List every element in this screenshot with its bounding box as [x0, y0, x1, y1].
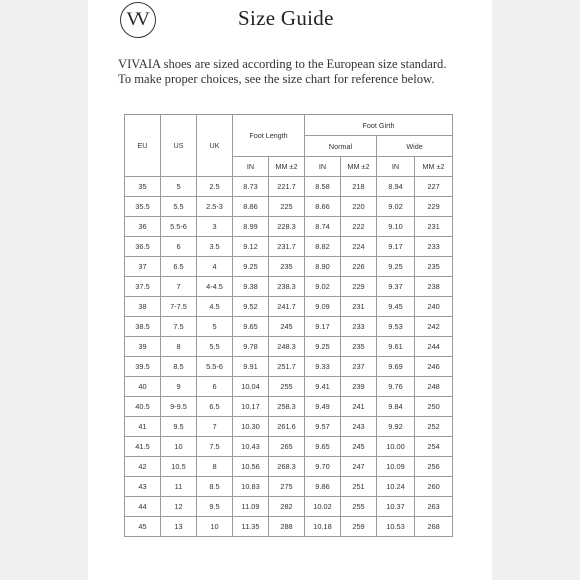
page-title: Size Guide	[238, 6, 334, 30]
brand-logo-icon: VV	[120, 2, 156, 38]
cell-normal-mm: 239	[341, 377, 377, 397]
cell-uk: 4	[197, 257, 233, 277]
cell-normal-mm: 224	[341, 237, 377, 257]
cell-wide-mm: 233	[415, 237, 453, 257]
cell-length-mm: 245	[269, 317, 305, 337]
cell-us: 13	[161, 517, 197, 537]
cell-uk: 4-4.5	[197, 277, 233, 297]
cell-eu: 43	[125, 477, 161, 497]
cell-wide-in: 9.37	[377, 277, 415, 297]
cell-us: 7.5	[161, 317, 197, 337]
table-row	[125, 317, 453, 337]
cell-normal-mm: 231	[341, 297, 377, 317]
cell-uk: 3.5	[197, 237, 233, 257]
cell-eu: 45	[125, 517, 161, 537]
cell-wide-in: 9.10	[377, 217, 415, 237]
cell-wide-in: 10.24	[377, 477, 415, 497]
cell-eu: 40	[125, 377, 161, 397]
header-uk: UK	[197, 115, 233, 177]
cell-wide-in: 9.02	[377, 197, 415, 217]
cell-normal-mm: 243	[341, 417, 377, 437]
cell-length-mm: 265	[269, 437, 305, 457]
cell-normal-in: 9.17	[305, 317, 341, 337]
cell-us: 7-7.5	[161, 297, 197, 317]
cell-length-mm: 248.3	[269, 337, 305, 357]
cell-us: 5	[161, 177, 197, 197]
table-row	[125, 497, 453, 517]
cell-length-in: 10.17	[233, 397, 269, 417]
cell-uk: 9.5	[197, 497, 233, 517]
cell-eu: 42	[125, 457, 161, 477]
table-row	[125, 397, 453, 417]
cell-length-in: 10.56	[233, 457, 269, 477]
cell-normal-mm: 229	[341, 277, 377, 297]
cell-normal-mm: 235	[341, 337, 377, 357]
cell-uk: 6.5	[197, 397, 233, 417]
cell-wide-in: 9.61	[377, 337, 415, 357]
cell-uk: 8	[197, 457, 233, 477]
cell-normal-mm: 241	[341, 397, 377, 417]
cell-normal-in: 8.82	[305, 237, 341, 257]
cell-normal-in: 9.33	[305, 357, 341, 377]
cell-eu: 41	[125, 417, 161, 437]
cell-length-in: 9.65	[233, 317, 269, 337]
cell-normal-in: 9.25	[305, 337, 341, 357]
cell-wide-in: 9.76	[377, 377, 415, 397]
cell-length-mm: 282	[269, 497, 305, 517]
table-row	[125, 217, 453, 237]
cell-normal-in: 10.18	[305, 517, 341, 537]
cell-length-mm: 235	[269, 257, 305, 277]
cell-eu: 39	[125, 337, 161, 357]
cell-wide-mm: 250	[415, 397, 453, 417]
cell-length-mm: 268.3	[269, 457, 305, 477]
intro-text	[118, 57, 468, 87]
cell-wide-mm: 256	[415, 457, 453, 477]
header-wide-mm: MM ±2	[415, 157, 453, 177]
cell-wide-mm: 248	[415, 377, 453, 397]
cell-uk: 7.5	[197, 437, 233, 457]
table-row	[125, 257, 453, 277]
table-row	[125, 237, 453, 257]
header-wide-in: IN	[377, 157, 415, 177]
header-length-mm: MM ±2	[269, 157, 305, 177]
cell-eu: 37	[125, 257, 161, 277]
cell-uk: 6	[197, 377, 233, 397]
cell-wide-in: 10.09	[377, 457, 415, 477]
cell-normal-in: 8.74	[305, 217, 341, 237]
cell-wide-mm: 244	[415, 337, 453, 357]
cell-wide-mm: 246	[415, 357, 453, 377]
cell-us: 6	[161, 237, 197, 257]
table-row	[125, 457, 453, 477]
cell-eu: 35.5	[125, 197, 161, 217]
cell-wide-in: 9.69	[377, 357, 415, 377]
cell-wide-mm: 260	[415, 477, 453, 497]
cell-us: 9.5	[161, 417, 197, 437]
cell-normal-in: 9.49	[305, 397, 341, 417]
cell-eu: 38	[125, 297, 161, 317]
table-row	[125, 197, 453, 217]
cell-length-mm: 275	[269, 477, 305, 497]
cell-length-mm: 258.3	[269, 397, 305, 417]
cell-uk: 4.5	[197, 297, 233, 317]
cell-wide-mm: 229	[415, 197, 453, 217]
cell-us: 5.5-6	[161, 217, 197, 237]
cell-length-mm: 225	[269, 197, 305, 217]
size-chart-body	[125, 177, 453, 537]
table-row	[125, 477, 453, 497]
cell-wide-in: 10.37	[377, 497, 415, 517]
cell-length-in: 8.99	[233, 217, 269, 237]
header-foot-girth: Foot Girth	[305, 115, 453, 136]
cell-eu: 39.5	[125, 357, 161, 377]
intro-line-2: To make proper choices, see the size chart for reference below.	[118, 72, 435, 86]
cell-us: 10	[161, 437, 197, 457]
cell-eu: 36.5	[125, 237, 161, 257]
header-wide: Wide	[377, 136, 453, 157]
header-normal-in: IN	[305, 157, 341, 177]
cell-normal-in: 8.58	[305, 177, 341, 197]
cell-us: 5.5	[161, 197, 197, 217]
cell-wide-mm: 231	[415, 217, 453, 237]
cell-us: 11	[161, 477, 197, 497]
cell-length-mm: 255	[269, 377, 305, 397]
cell-eu: 37.5	[125, 277, 161, 297]
cell-length-mm: 238.3	[269, 277, 305, 297]
cell-length-mm: 231.7	[269, 237, 305, 257]
cell-length-in: 9.91	[233, 357, 269, 377]
cell-length-in: 9.78	[233, 337, 269, 357]
cell-eu: 44	[125, 497, 161, 517]
header-normal: Normal	[305, 136, 377, 157]
cell-length-in: 11.35	[233, 517, 269, 537]
cell-wide-in: 9.92	[377, 417, 415, 437]
cell-uk: 5.5	[197, 337, 233, 357]
cell-length-in: 10.04	[233, 377, 269, 397]
cell-normal-mm: 218	[341, 177, 377, 197]
cell-uk: 3	[197, 217, 233, 237]
header-eu: EU	[125, 115, 161, 177]
cell-normal-mm: 247	[341, 457, 377, 477]
table-row	[125, 297, 453, 317]
cell-wide-in: 9.45	[377, 297, 415, 317]
table-row	[125, 437, 453, 457]
cell-normal-in: 8.90	[305, 257, 341, 277]
table-row	[125, 337, 453, 357]
size-chart-table	[124, 114, 453, 537]
cell-normal-mm: 255	[341, 497, 377, 517]
table-row	[125, 177, 453, 197]
cell-us: 8.5	[161, 357, 197, 377]
cell-normal-mm: 259	[341, 517, 377, 537]
intro-line-1: VIVAIA shoes are sized according to the European size standard.	[118, 57, 447, 71]
cell-length-in: 9.52	[233, 297, 269, 317]
cell-length-in: 9.25	[233, 257, 269, 277]
header-us: US	[161, 115, 197, 177]
cell-wide-in: 9.17	[377, 237, 415, 257]
table-row	[125, 277, 453, 297]
cell-normal-mm: 251	[341, 477, 377, 497]
cell-normal-in: 9.57	[305, 417, 341, 437]
cell-normal-in: 10.02	[305, 497, 341, 517]
cell-normal-in: 9.09	[305, 297, 341, 317]
cell-normal-mm: 222	[341, 217, 377, 237]
cell-normal-mm: 226	[341, 257, 377, 277]
cell-normal-in: 9.65	[305, 437, 341, 457]
cell-normal-in: 8.66	[305, 197, 341, 217]
cell-length-mm: 241.7	[269, 297, 305, 317]
cell-normal-mm: 220	[341, 197, 377, 217]
table-row	[125, 357, 453, 377]
cell-wide-in: 9.84	[377, 397, 415, 417]
cell-wide-in: 8.94	[377, 177, 415, 197]
cell-eu: 36	[125, 217, 161, 237]
cell-wide-mm: 252	[415, 417, 453, 437]
cell-length-mm: 261.6	[269, 417, 305, 437]
cell-uk: 2.5	[197, 177, 233, 197]
cell-wide-mm: 235	[415, 257, 453, 277]
cell-length-in: 10.83	[233, 477, 269, 497]
cell-us: 12	[161, 497, 197, 517]
cell-eu: 40.5	[125, 397, 161, 417]
cell-length-in: 10.30	[233, 417, 269, 437]
cell-eu: 41.5	[125, 437, 161, 457]
cell-normal-in: 9.86	[305, 477, 341, 497]
cell-uk: 2.5-3	[197, 197, 233, 217]
cell-length-in: 10.43	[233, 437, 269, 457]
cell-wide-mm: 240	[415, 297, 453, 317]
cell-uk: 5	[197, 317, 233, 337]
header-foot-length: Foot Length	[233, 115, 305, 157]
cell-us: 9-9.5	[161, 397, 197, 417]
cell-wide-mm: 254	[415, 437, 453, 457]
cell-normal-in: 9.70	[305, 457, 341, 477]
cell-normal-mm: 233	[341, 317, 377, 337]
cell-us: 9	[161, 377, 197, 397]
cell-us: 6.5	[161, 257, 197, 277]
table-row	[125, 377, 453, 397]
cell-normal-mm: 237	[341, 357, 377, 377]
cell-length-mm: 228.3	[269, 217, 305, 237]
cell-eu: 35	[125, 177, 161, 197]
cell-wide-in: 9.25	[377, 257, 415, 277]
cell-length-in: 9.12	[233, 237, 269, 257]
cell-wide-mm: 227	[415, 177, 453, 197]
cell-us: 10.5	[161, 457, 197, 477]
cell-us: 8	[161, 337, 197, 357]
cell-uk: 7	[197, 417, 233, 437]
cell-uk: 10	[197, 517, 233, 537]
cell-length-in: 11.09	[233, 497, 269, 517]
cell-wide-mm: 238	[415, 277, 453, 297]
cell-us: 7	[161, 277, 197, 297]
cell-normal-in: 9.41	[305, 377, 341, 397]
cell-wide-mm: 268	[415, 517, 453, 537]
cell-wide-in: 10.53	[377, 517, 415, 537]
table-row	[125, 517, 453, 537]
cell-length-mm: 288	[269, 517, 305, 537]
header-length-in: IN	[233, 157, 269, 177]
header-normal-mm: MM ±2	[341, 157, 377, 177]
table-row	[125, 417, 453, 437]
cell-normal-in: 9.02	[305, 277, 341, 297]
cell-wide-in: 9.53	[377, 317, 415, 337]
cell-uk: 8.5	[197, 477, 233, 497]
cell-eu: 38.5	[125, 317, 161, 337]
cell-normal-mm: 245	[341, 437, 377, 457]
cell-uk: 5.5-6	[197, 357, 233, 377]
cell-length-in: 8.86	[233, 197, 269, 217]
cell-length-in: 8.73	[233, 177, 269, 197]
cell-length-mm: 221.7	[269, 177, 305, 197]
cell-wide-in: 10.00	[377, 437, 415, 457]
cell-wide-mm: 263	[415, 497, 453, 517]
cell-length-in: 9.38	[233, 277, 269, 297]
cell-length-mm: 251.7	[269, 357, 305, 377]
cell-wide-mm: 242	[415, 317, 453, 337]
